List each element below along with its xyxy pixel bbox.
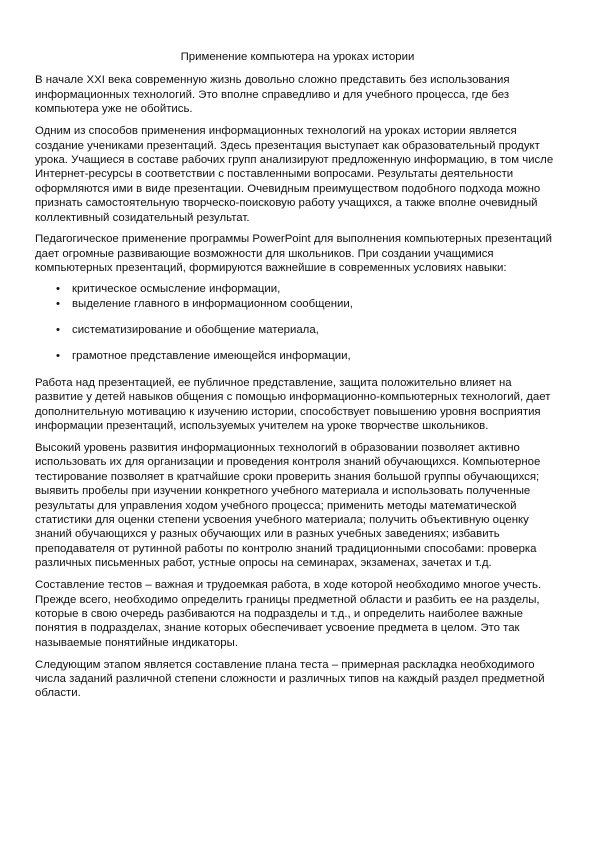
skills-list — [35, 282, 560, 364]
paragraph-presentations: Одним из способов применения информационных технологий на уроках истории является создание учениками презентаций. Здесь презентация выступает как образовательный продукт урока. Учащиеся в составе рабочих групп анализируют предложенную информацию, в том числе Интернет-ресурсы в соответствии с поставленными вопросами. Результаты деятельности оформляются ими в виде презентации. Очевидным преимуществом подобного подхода можно признать самостоятельную творческо-поисковую работу учащихся, а также вполне очевидный коллективный созидательный результат. — [35, 125, 554, 224]
paragraph-intro: В начале XXI века современную жизнь довольно сложно представить без использования информационных технологий. Это вполне справедливо и для учебного процесса, где без компьютера уже не обойтись. — [35, 74, 510, 116]
list-item: • выделение главного в информационном сообщении, — [35, 297, 560, 311]
document-page — [35, 50, 560, 708]
paragraph-testing: Высокий уровень развития информационных технологий в образовании позволяет активно использовать их для организации и проведения контроля знаний обучающихся. Компьютерное тестирование позволяет в кратчайшие сроки проверить знания большой группы обучающихся; выявить пробелы при изучении конкретного учебного материала и использовать полученные результаты для управления ходом учебного процесса; применить методы математической статистики для оценки степени усвоения учебного материала; получить объективную оценку знаний обучающихся у разных обучающих или в разных учебных заведениях; избавить преподавателя от рутинной работы по контролю знаний традиционными способами: проверка различных письменных работ, устные опросы на семинарах, экзаменах, зачетах и т.д. — [35, 441, 541, 570]
list-item: • грамотное представление имеющейся информации, — [35, 349, 560, 363]
paragraph-presentation-work: Работа над презентацией, ее публичное представление, защита положительно влияет на развитие у детей навыков общения с помощью информационно-компьютерных технологий, дает дополнительную мотивацию к изучению истории, способствует повышению уровня восприятия информации презентаций, используемых учителем на уроке творчестве школьников. — [35, 376, 551, 433]
list-item: • критическое осмысление информации, — [35, 282, 560, 296]
paragraph-test-plan: Следующим этапом является составление плана теста – примерная раскладка необходимого числа заданий различной степени сложности и различных типов на каждый раздел предметной области. — [35, 658, 545, 700]
paragraph-powerpoint: Педагогическое применение программы PowerPoint для выполнения компьютерных презентаций дает огромные развивающие возможности для школьников. При создании учащимися компьютерных презентаций, формируются важнейшие в современных условиях навыки: — [35, 233, 552, 275]
document-title: Применение компьютера на уроках истории — [180, 51, 415, 63]
list-item: • систематизирование и обобщение материала, — [35, 323, 560, 337]
paragraph-test-design: Составление тестов – важная и трудоемкая работа, в ходе которой необходимо многое учесть. Прежде всего, необходимо определить границы предметной области и разбить ее на разделы, которые в свою очередь разбиваются на подразделы и т.д., и определить наиболее важные понятия в подразделах, знание которых обеспечивает усвоение предмета в целом. Это так называемые понятийные индикаторы. — [35, 579, 542, 649]
